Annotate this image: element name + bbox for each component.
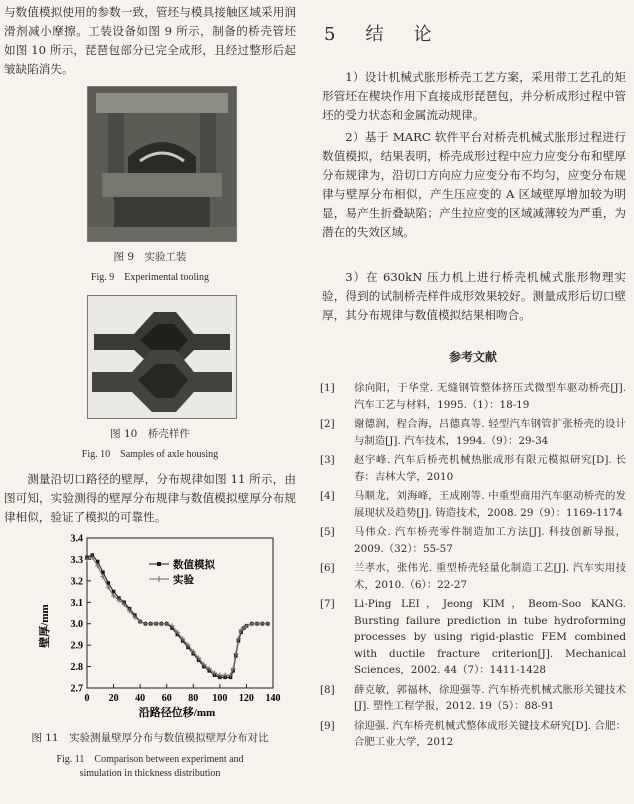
reference-text: 马伟众. 汽车桥壳零件制造加工方法[J]. 科技创新导报，2009.（32）：55-57 (354, 526, 626, 555)
legend-marker-simulation (157, 562, 161, 566)
reference-text: Li-Ping LEI，Jeong KIM，Beom-Soo KANG. Bursting failure prediction in tube hydroforming processes by using rigid-plastic FEM combined with ductile fracture criterion[J]. Mechanical Sciences，2002. 44（7）：1411-1428 (354, 598, 626, 676)
reference-number: [4] (320, 490, 335, 502)
reference-number: [8] (320, 683, 335, 696)
chart-y-label: 壁厚/mm (39, 604, 51, 648)
legend-marker-experiment (156, 576, 162, 582)
tooling-illustration (88, 87, 236, 241)
left-column (0, 0, 300, 804)
conclusion-section-title: 5 结 论 (324, 24, 438, 45)
fig9-caption-cn: 图 9 实验工装 (113, 251, 187, 263)
y-tick-label: 2.8 (70, 662, 83, 674)
reference-text: 徐迎强. 汽车桥壳机械式整体成形关键技术研究[D]. 合肥：合肥工业大学，2012 (354, 719, 626, 748)
y-tick-label: 3.2 (70, 576, 83, 588)
reference-text: 马顺龙，刘海峰，王成刚等. 中重型商用汽车驱动桥壳的发展现状及趋势[J]. 铸造技术，2008. 29（9）：1169-1174 (354, 490, 626, 519)
reference-list (318, 380, 626, 751)
reference-item (318, 452, 626, 485)
reference-number: [1] (320, 382, 335, 394)
legend-label-2: 实验 (173, 575, 194, 586)
axle-housing-samples-photo (87, 295, 237, 419)
x-tick-label: 0 (84, 693, 90, 704)
x-tick-label: 40 (135, 693, 146, 704)
reference-number: [2] (320, 418, 335, 430)
y-tick-label: 2.7 (70, 683, 83, 695)
experimental-tooling-photo (87, 86, 237, 242)
fig9-caption-en: Fig. 9 Experimental tooling (90, 272, 210, 283)
reference-text: 赵宇峰. 汽车后桥壳机械热胀成形有限元模拟研究[D]. 长春：吉林大学，2010 (354, 454, 626, 483)
conclusion-3: 3）在 630kN 压力机上进行桥壳机械式胀形物理实验，得到的试制桥壳样件成形效果较好。测量成形后切口壁厚，其分布规律与数值模拟结果相吻合。 (322, 270, 626, 322)
right-column (318, 0, 628, 804)
reference-item (318, 718, 626, 751)
conclusion-2: 2）基于 MARC 软件平台对桥壳机械式胀形过程进行数值模拟，结果表明，桥壳成形过程中应力应变分布和壁厚分布规律为，沿切口方向应力应变分布不均匀，应变分布规律与壁厚分布相似，产生压应变的 A 区域壁厚增加较为明显，易产生折叠缺陷；产生拉应变的区域减薄较为严重，为潜在的失效区域。 (322, 130, 626, 239)
y-tick-label: 3.0 (70, 619, 83, 631)
x-tick-label: 100 (212, 693, 228, 704)
reference-text: 薛克敏，郭福林，徐迎强等. 汽车桥壳机械式胀形关键技术[J]. 塑性工程学报，2012. 19（5）：88-91 (354, 683, 626, 712)
x-tick-label: 80 (188, 693, 199, 704)
reference-number: [3] (320, 454, 335, 466)
chart-x-label: 沿路径位移/mm (138, 707, 216, 719)
fig10-caption-en: Fig. 10 Samples of axle housing (81, 449, 219, 460)
reference-item (318, 560, 626, 593)
series-line-1 (87, 555, 268, 677)
reference-item (318, 524, 626, 557)
measure-paragraph: 测量沿切口路径的壁厚，分布规律如图 11 所示，由图可知，实验测得的壁厚分布规律与数值模拟壁厚分布规律相似，验证了模拟的可靠性。 (4, 472, 296, 524)
y-tick-label: 3.1 (70, 597, 83, 609)
reference-item (318, 416, 626, 449)
y-tick-label: 3.3 (70, 554, 83, 566)
fig10-caption-cn: 图 10 桥壳样件 (110, 428, 190, 440)
reference-item (318, 596, 626, 679)
fig11-caption-cn: 图 11 实验测量壁厚分布与数值模拟壁厚分布对比 (31, 732, 269, 744)
references-title: 参考文献 (448, 350, 497, 364)
thickness-distribution-chart (0, 530, 290, 720)
reference-item (318, 682, 626, 715)
x-tick-label: 60 (161, 693, 172, 704)
reference-number: [6] (320, 562, 335, 574)
reference-item (318, 380, 626, 413)
y-tick-label: 2.9 (70, 640, 83, 652)
reference-number: [5] (320, 526, 335, 538)
conclusion-1: 1）设计机械式胀形桥壳工艺方案，采用带工艺孔的矩形管坯在楔块作用下直接成形琵琶包，并分析成形过程中管坯的受力状态和金属流动规律。 (322, 70, 626, 122)
fig11-caption-en-2: simulation in thickness distribution (79, 768, 221, 779)
y-tick-label: 3.4 (70, 533, 83, 545)
intro-paragraph: 与数值模拟使用的参数一致，管坯与模具接触区域采用润滑剂减小摩擦。工装设备如图 9 所示，制备的桥壳管坯如图 10 所示，琵琶包部分已完全成形，且经过整形后起皱缺陷消失。 (4, 5, 296, 76)
x-tick-label: 140 (265, 693, 281, 704)
legend-label-1: 数值模拟 (173, 560, 215, 571)
x-tick-label: 120 (238, 693, 254, 704)
samples-illustration (88, 296, 236, 418)
reference-text: 兰孝水，张伟光. 重型桥壳轻量化制造工艺[J]. 汽车实用技术，2010.（6）：22-27 (354, 562, 626, 591)
reference-text: 徐向阳，于华堂. 无缝钢管整体挤压式微型车驱动桥壳[J]. 汽车工艺与材料，1995.（1）：18-19 (354, 382, 626, 411)
reference-number: [9] (320, 719, 335, 732)
reference-number: [7] (320, 598, 335, 610)
reference-text: 谢德润，程合海，吕德真等. 轻型汽车钢管扩张桥壳的设计与制造[J]. 汽车技术，1994.（9）：29-34 (354, 418, 626, 447)
fig11-caption-en-1: Fig. 11 Comparison between experiment and (56, 754, 244, 765)
x-tick-label: 20 (108, 693, 119, 704)
reference-item (318, 488, 626, 521)
